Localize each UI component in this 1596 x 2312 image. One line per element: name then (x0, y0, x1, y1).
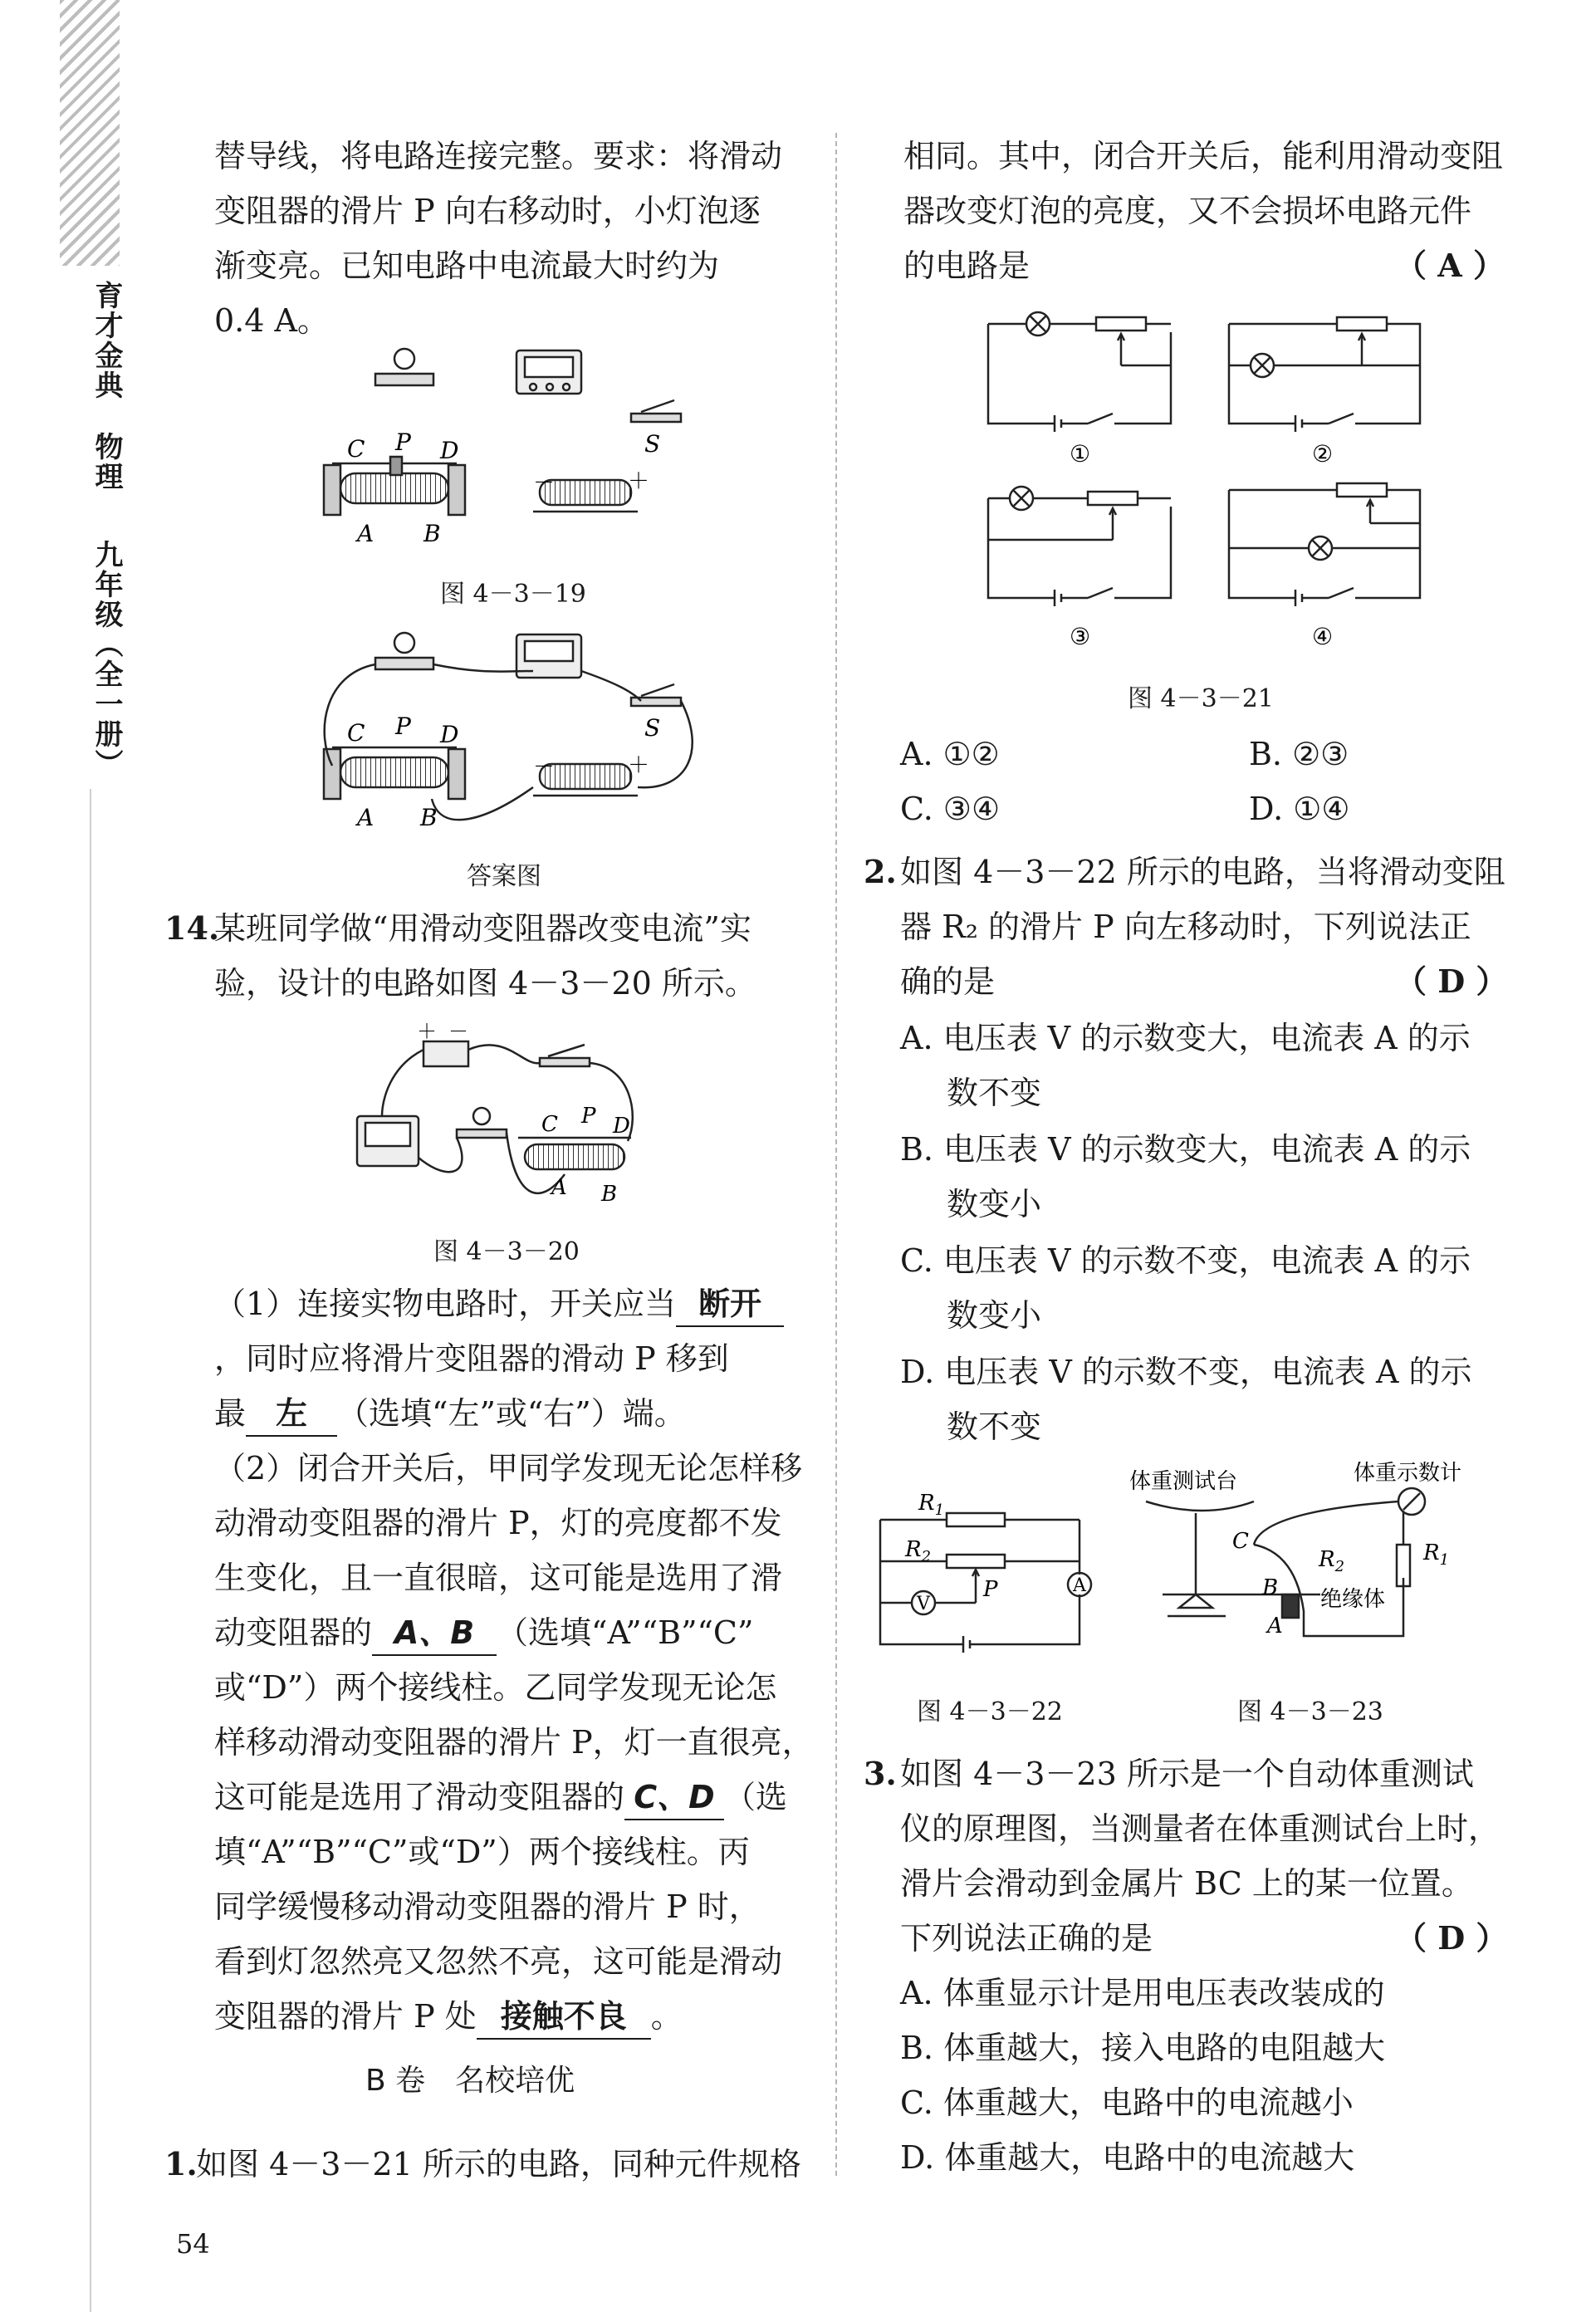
ans-label-plus: ＋ (628, 753, 650, 778)
b2-answer: （ D ） (1395, 963, 1508, 1000)
circuit-3-label: ③ (1070, 623, 1091, 650)
rheostat-icon (340, 757, 448, 787)
q13-line-4: 0.4 A。 (214, 302, 329, 339)
fig22-caption: 图 4－3－22 (917, 1697, 1063, 1727)
b1-number: 1. (164, 2145, 198, 2182)
b1-option-a: A. ①② (900, 736, 1000, 772)
sidebar-series-title: 育才金典 (90, 281, 123, 400)
fig23-platform-label: 体重测试台 (1129, 1469, 1238, 1494)
answer-figure-caption: 答案图 (467, 862, 541, 891)
fig23-caption: 图 4－3－23 (1237, 1697, 1383, 1727)
q14-p2-line-7: 这可能是选用了滑动变阻器的 C、D （选 (214, 1776, 787, 1820)
fig19-label-a: A (357, 520, 375, 547)
weighing-platform (1146, 1501, 1254, 1511)
answer-blank-contact: 接触不良 (477, 1995, 651, 2040)
switch-icon (631, 414, 681, 422)
q14-p2-line-5: 或“D”）两个接线柱。乙同学发现无论怎 (214, 1669, 777, 1706)
resistor-r2 (947, 1555, 1005, 1568)
q13-line-2: 变阻器的滑片 P 向右移动时，小灯泡逐 (214, 193, 761, 229)
b2-option-d: D. 电压表 V 的示数不变，电流表 A 的示 (900, 1354, 1472, 1390)
fig22-v-label: V (917, 1594, 930, 1614)
answer-blank-end: 左 (246, 1392, 337, 1437)
fig20-label-minus: － (448, 1020, 468, 1043)
answer-blank-ab: A、B (372, 1611, 497, 1656)
figure-4-3-20 (349, 1016, 673, 1224)
fig22-a-label: A (1073, 1575, 1086, 1596)
q14-p2-line-11: 变阻器的滑片 P 处 接触不良 。 (214, 1995, 683, 2040)
bulb-icon (394, 633, 414, 653)
answer-figure (316, 625, 714, 849)
circuit-2 (1229, 317, 1420, 432)
q14-p2-line-10: 看到灯忽然亮又忽然不亮，这可能是滑动 (214, 1943, 783, 1980)
b3-line-4: 下列说法正确的是 (900, 1920, 1153, 1957)
wire (581, 671, 641, 701)
fig19-caption: 图 4－3－19 (440, 580, 586, 609)
answer-blank-cd: C、D (624, 1776, 724, 1820)
figure-4-3-22 (872, 1478, 1113, 1661)
column-divider (835, 133, 837, 2176)
q14-p2-line-2: 动滑动变阻器的滑片 P，灯的亮度都不发 (214, 1505, 782, 1541)
b2-line-1: 如图 4－3－22 所示的电路，当将滑动变阻 (900, 854, 1505, 890)
battery-icon (423, 1041, 468, 1066)
section-b-title: B 卷 名校培优 (365, 2064, 575, 2098)
fig22-r1-label: $R_1$ (918, 1491, 945, 1519)
q13-line-3: 渐变亮。已知电路中电流最大时约为 (214, 247, 720, 284)
wire (419, 1138, 462, 1172)
fig23-meter-label: 体重示数计 (1354, 1462, 1462, 1486)
wire (432, 787, 533, 820)
b2-option-a: A. 电压表 V 的示数变大，电流表 A 的示 (900, 1020, 1471, 1056)
fig19-label-minus: － (533, 471, 556, 496)
q14-p1-line-2: ，同时应将滑片变阻器的滑动 P 移到 (214, 1340, 729, 1377)
ans-label-c: C (347, 719, 365, 747)
b1-option-d: D. ①④ (1249, 791, 1350, 827)
fig22-r2-label: $R_2$ (905, 1537, 932, 1565)
b1-option-b: B. ②③ (1249, 736, 1349, 772)
insulator-block (1282, 1594, 1299, 1618)
fig20-caption: 图 4－3－20 (433, 1237, 580, 1266)
q14-p2-line-8: 填“A”“B”“C”或“D”）两个接线柱。丙 (214, 1834, 750, 1870)
b2-option-b: B. 电压表 V 的示数变大，电流表 A 的示 (900, 1131, 1471, 1168)
ans-label-s: S (644, 714, 661, 742)
b3-option-a: A. 体重显示计是用电压表改装成的 (900, 1975, 1385, 2011)
sidebar-hatch-decoration (60, 0, 120, 266)
b3-line-2: 仪的原理图，当测量者在体重测试台上时， (900, 1810, 1501, 1847)
b1-line-1: 如图 4－3－21 所示的电路，同种元件规格 (196, 2146, 801, 2182)
rheostat-icon (525, 1144, 624, 1169)
switch-icon (540, 1058, 590, 1066)
ans-label-p: P (395, 713, 411, 740)
fig21-caption: 图 4－3－21 (1128, 684, 1274, 713)
fig20-label-plus: ＋ (417, 1020, 437, 1043)
b3-line-3: 滑片会滑动到金属片 BC 上的某一位置。 (900, 1865, 1473, 1902)
fig20-label-c: C (541, 1112, 558, 1137)
fig22-p-label: P (983, 1577, 998, 1602)
q14-p1-line-1: （1）连接实物电路时，开关应当 断开 (214, 1282, 784, 1327)
ans-label-d: D (440, 721, 459, 748)
fig19-label-p: P (395, 429, 411, 456)
fig19-label-s: S (644, 430, 661, 458)
figure-4-3-19 (316, 340, 714, 565)
b3-option-c: C. 体重越大，电路中的电流越小 (900, 2084, 1354, 2121)
wire (382, 1050, 423, 1116)
b1-line-2: 相同。其中，闭合开关后，能利用滑动变阻 (903, 138, 1504, 174)
q14-p2-line-6: 样移动滑动变阻器的滑片 P，灯一直很亮， (214, 1724, 814, 1761)
wire (468, 1045, 540, 1063)
sidebar-rule (90, 789, 91, 2312)
fig23-r1-label: $R_1$ (1423, 1541, 1450, 1569)
b2-option-a-cont: 数不变 (947, 1075, 1042, 1111)
b1-option-c: C. ③④ (900, 791, 1001, 827)
b3-option-d: D. 体重越大，电路中的电流越大 (900, 2139, 1355, 2176)
bulb-icon (394, 349, 414, 369)
b2-number: 2. (864, 853, 897, 890)
q14-p2-line-4: 动变阻器的 A、B （选填“A”“B”“C” (214, 1611, 753, 1656)
q14-number: 14. (164, 909, 220, 947)
b1-line-3: 器改变灯泡的亮度，又不会损坏电路元件 (903, 193, 1472, 229)
figure-4-3-23 (1129, 1462, 1495, 1661)
b3-line-1: 如图 4－3－23 所示是一个自动体重测试 (900, 1756, 1474, 1792)
q14-line-2: 验，设计的电路如图 4－3－20 所示。 (214, 965, 756, 1002)
answer-blank-switch: 断开 (676, 1282, 784, 1327)
ans-label-b: B (420, 804, 438, 831)
fig23-insulator-label: 绝缘体 (1320, 1587, 1386, 1612)
bulb-icon (473, 1108, 490, 1124)
circuit-2-label: ② (1312, 440, 1334, 468)
b1-answer: （ A ） (1395, 247, 1505, 284)
fig23-b-label: B (1262, 1575, 1279, 1600)
b2-option-c-cont: 数变小 (947, 1297, 1042, 1334)
b2-option-c: C. 电压表 V 的示数不变，电流表 A 的示 (900, 1242, 1471, 1279)
q14-line-1: 某班同学做“用滑动变阻器改变电流”实 (214, 910, 751, 947)
ans-label-a: A (357, 804, 375, 831)
fig23-c-label: C (1232, 1529, 1249, 1554)
fig20-label-b: B (601, 1182, 618, 1207)
b2-line-3: 确的是 (900, 963, 996, 1000)
bulb-base (375, 374, 433, 385)
q14-p2-line-3: 生变化，且一直很暗，这可能是选用了滑 (214, 1560, 783, 1596)
b2-option-d-cont: 数不变 (947, 1408, 1042, 1445)
fig20-label-d: D (613, 1114, 630, 1139)
q14-p2-line-9: 同学缓慢移动滑动变阻器的滑片 P 时， (214, 1888, 761, 1925)
b3-answer: （ D ） (1395, 1919, 1508, 1957)
ans-label-minus: － (533, 755, 556, 780)
q14-p2-line-1: （2）闭合开关后，甲同学发现无论怎样移 (214, 1450, 803, 1487)
b3-option-b: B. 体重越大，接入电路的电阻越大 (900, 2030, 1386, 2066)
rheostat-icon (340, 473, 448, 503)
fig20-label-p: P (581, 1104, 596, 1129)
sidebar-grade: 九年级（全一册） (90, 540, 123, 779)
fig20-label-a: A (551, 1175, 567, 1200)
circuit-4-label: ④ (1312, 623, 1334, 650)
page-number: 54 (176, 2228, 210, 2260)
circuit-4 (1229, 483, 1420, 606)
q13-line-1: 替导线，将电路连接完整。要求：将滑动 (214, 138, 783, 174)
circuit-3 (988, 487, 1171, 606)
fig19-label-plus: ＋ (628, 469, 650, 494)
fig23-a-label: A (1267, 1614, 1283, 1638)
fig23-r2-label: $R_2$ (1319, 1547, 1345, 1575)
circuit-1-label: ① (1070, 440, 1091, 468)
fig19-label-c: C (347, 435, 365, 463)
sidebar-subject: 物理 (90, 432, 123, 492)
fig19-label-b: B (423, 520, 441, 547)
resistor-r1 (947, 1513, 1005, 1526)
b1-line-4: 的电路是 (903, 247, 1031, 284)
fig19-label-d: D (440, 437, 459, 464)
circuit-1 (988, 312, 1171, 432)
b2-option-b-cont: 数变小 (947, 1186, 1042, 1222)
figure-4-3-21 (972, 299, 1453, 656)
b2-line-2: 器 R₂ 的滑片 P 向左移动时，下列说法正 (900, 909, 1471, 945)
b3-number: 3. (864, 1755, 897, 1792)
q14-p1-line-3: 最 左 （选填“左”或“右”）端。 (214, 1392, 686, 1437)
